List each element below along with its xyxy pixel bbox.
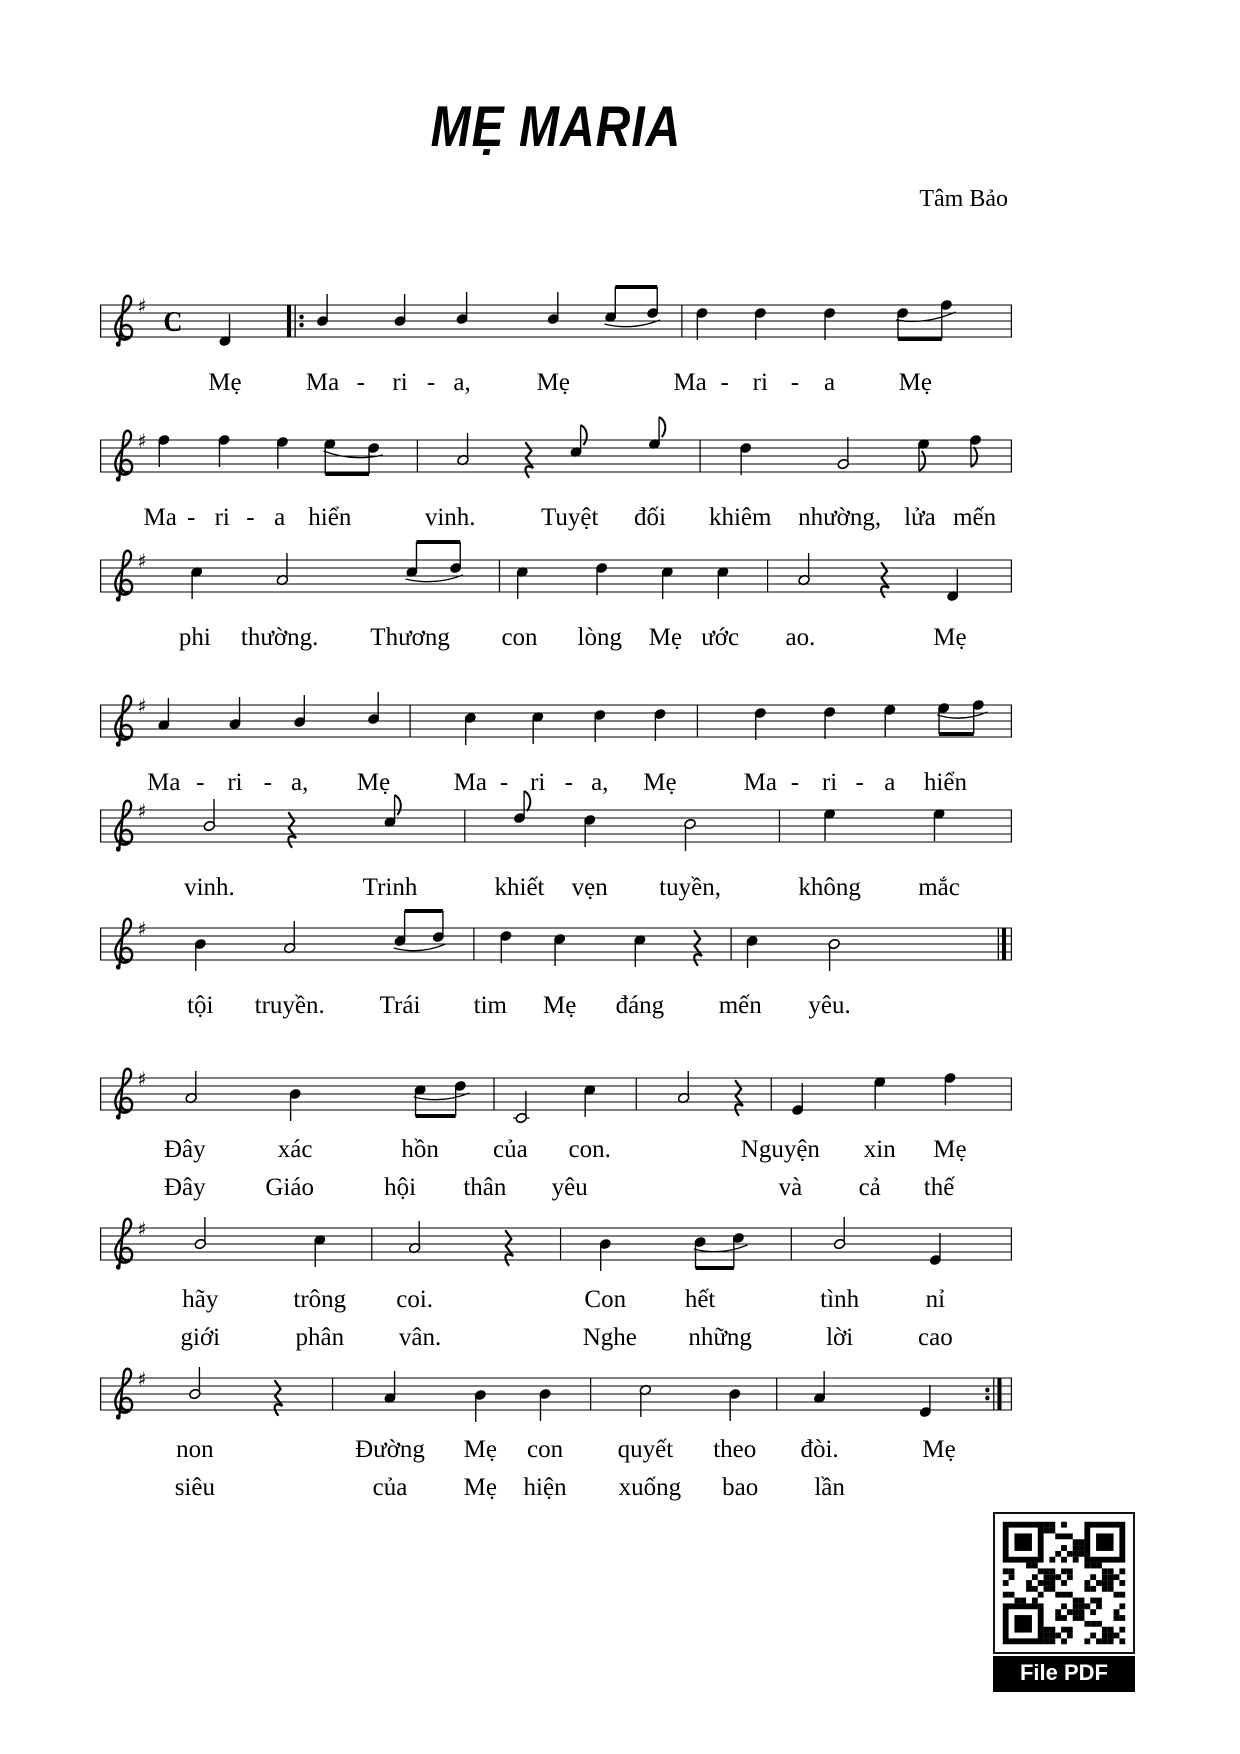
- music-notation: [100, 691, 1012, 755]
- lyric-syllable: hồn: [401, 1136, 439, 1163]
- lyric-syllable: phi: [178, 624, 211, 651]
- lyric-syllable: đòi.: [800, 1436, 839, 1463]
- lyric-syllable: Mẹ: [933, 1136, 967, 1163]
- music-notation: [100, 426, 1012, 490]
- lyric-syllable: mến: [718, 992, 762, 1019]
- lyric-syllable: Mẹ: [208, 369, 242, 396]
- lyric-syllable: con.: [568, 1136, 611, 1163]
- lyric-syllable: Tuyệt: [540, 504, 599, 531]
- lyric-syllable: quyết: [617, 1436, 674, 1463]
- lyric-syllable: a: [824, 369, 836, 396]
- lyric-syllable: yêu: [551, 1174, 588, 1201]
- svg-text:♯: ♯: [137, 294, 147, 319]
- lyric-syllable: Đây: [163, 1136, 206, 1163]
- lyric-syllable: hội: [384, 1174, 417, 1201]
- lyric-syllable: của: [493, 1136, 528, 1163]
- music-notation: [100, 1064, 1012, 1128]
- staff-system-2: [100, 426, 1012, 548]
- lyric-syllable: của: [372, 1474, 408, 1501]
- lyric-syllable: siêu: [174, 1474, 215, 1501]
- lyric-syllable: Mẹ: [933, 624, 967, 651]
- music-notation: [100, 546, 1012, 610]
- lyric-syllable: Đường: [355, 1436, 425, 1463]
- lyric-line-2: [100, 1324, 1012, 1356]
- lyric-syllable: Ma: [143, 504, 177, 531]
- lyric-syllable: -: [196, 769, 205, 796]
- lyric-syllable: Thương: [370, 624, 450, 651]
- lyric-syllable: -: [790, 369, 800, 396]
- lyric-syllable: coi.: [396, 1286, 434, 1313]
- lyric-line-2: [100, 1174, 1012, 1206]
- qr-file-pdf-label: File PDF: [993, 1656, 1135, 1692]
- lyric-syllable: Trái: [379, 992, 421, 1019]
- lyric-line-1: [100, 624, 1012, 656]
- lyric-syllable: lần: [814, 1474, 845, 1501]
- music-notation: [100, 796, 1012, 860]
- lyric-syllable: xác: [277, 1136, 313, 1163]
- lyric-syllable: -: [263, 769, 272, 796]
- lyric-syllable: khiết: [494, 874, 545, 901]
- lyric-syllable: Mẹ: [463, 1436, 497, 1463]
- lyric-syllable: vẹn: [571, 874, 608, 901]
- lyric-syllable: Ma: [673, 369, 707, 396]
- lyric-syllable: con: [526, 1436, 564, 1463]
- lyric-syllable: Mẹ: [922, 1436, 956, 1463]
- lyric-syllable: hiển: [308, 504, 352, 531]
- lyric-syllable: -: [356, 369, 365, 396]
- lyric-syllable: thân: [463, 1174, 507, 1201]
- lyric-syllable: những: [688, 1324, 752, 1351]
- lyric-syllable: giới: [180, 1324, 221, 1351]
- lyric-syllable: a,: [291, 769, 309, 796]
- lyric-syllable: con: [501, 624, 538, 651]
- lyric-syllable: Trinh: [362, 874, 418, 901]
- lyric-syllable: -: [720, 369, 729, 396]
- lyric-line-1: [100, 874, 1012, 906]
- lyric-syllable: ước: [701, 624, 740, 651]
- staff-system-8: [100, 1214, 1012, 1366]
- lyric-syllable: -: [855, 769, 864, 796]
- lyric-syllable: a,: [453, 369, 471, 396]
- lyric-line-1: [100, 504, 1012, 536]
- lyric-syllable: xuống: [618, 1474, 682, 1501]
- lyric-syllable: ri: [530, 769, 546, 796]
- lyric-syllable: Ma: [147, 769, 181, 796]
- lyric-syllable: ri: [227, 769, 243, 796]
- staff-system-7: [100, 1064, 1012, 1216]
- lyric-syllable: cao: [918, 1324, 953, 1351]
- lyric-syllable: a: [884, 769, 896, 796]
- lyric-syllable: bao: [722, 1474, 759, 1501]
- lyric-syllable: Mẹ: [536, 369, 570, 396]
- lyric-syllable: -: [499, 769, 509, 796]
- lyric-syllable: -: [790, 769, 800, 796]
- lyric-line-1: [100, 1286, 1012, 1318]
- lyric-syllable: truyền.: [254, 992, 325, 1019]
- lyric-line-1: [100, 369, 1012, 401]
- lyric-syllable: Đây: [163, 1174, 206, 1201]
- lyric-syllable: Nghe: [582, 1324, 637, 1351]
- lyric-syllable: Mẹ: [643, 769, 677, 796]
- lyric-syllable: và: [778, 1174, 803, 1201]
- lyric-syllable: thường.: [240, 624, 319, 651]
- lyric-syllable: -: [246, 504, 255, 531]
- staff-system-3: [100, 546, 1012, 668]
- lyric-syllable: ri: [392, 369, 408, 396]
- lyric-syllable: -: [187, 504, 196, 531]
- lyric-syllable: Con: [584, 1286, 627, 1313]
- music-notation: [100, 291, 1012, 355]
- svg-text:C: C: [163, 305, 183, 339]
- lyric-line-1: [100, 992, 1012, 1024]
- lyric-syllable: cả: [858, 1174, 881, 1201]
- lyric-syllable: -: [426, 369, 436, 396]
- lyric-syllable: hiện: [523, 1474, 567, 1501]
- lyric-syllable: vinh.: [424, 504, 476, 531]
- lyric-syllable: Mẹ: [898, 369, 932, 396]
- music-notation: [100, 914, 1012, 978]
- lyric-syllable: non: [176, 1436, 214, 1463]
- svg-text:♯: ♯: [137, 429, 147, 454]
- lyric-syllable: Mẹ: [648, 624, 683, 651]
- lyric-syllable: không: [798, 874, 861, 901]
- lyric-syllable: Ma: [453, 769, 487, 796]
- lyric-syllable: thế: [923, 1174, 955, 1201]
- lyric-syllable: Giáo: [265, 1174, 314, 1201]
- song-title: MẸ MARIA: [430, 95, 682, 160]
- lyric-syllable: ri: [214, 504, 230, 531]
- qr-code-icon: [993, 1512, 1135, 1654]
- lyric-syllable: lòng: [577, 624, 622, 651]
- staff-system-1: [100, 291, 1012, 413]
- lyric-syllable: đối: [633, 504, 666, 531]
- lyric-line-1: [100, 1136, 1012, 1168]
- lyric-syllable: Mẹ: [463, 1474, 497, 1501]
- lyric-syllable: xin: [863, 1136, 896, 1163]
- lyric-syllable: khiêm: [708, 504, 772, 531]
- svg-text:♯: ♯: [137, 799, 147, 824]
- lyric-syllable: yêu.: [808, 992, 851, 1019]
- lyric-syllable: Mẹ: [356, 769, 391, 796]
- lyric-syllable: hãy: [182, 1286, 219, 1313]
- music-notation: [100, 1364, 1012, 1428]
- lyric-syllable: ri: [821, 769, 838, 796]
- svg-text:♯: ♯: [137, 1367, 147, 1392]
- svg-text:♯: ♯: [137, 1067, 147, 1092]
- score-area: [100, 0, 1012, 1754]
- svg-text:♯: ♯: [137, 917, 147, 942]
- staff-system-6: [100, 914, 1012, 1036]
- lyric-syllable: ao.: [785, 624, 816, 651]
- lyric-syllable: Ma: [305, 369, 340, 396]
- lyric-syllable: hiển: [923, 769, 967, 796]
- lyric-syllable: Mẹ: [542, 992, 577, 1019]
- pdf-qr-link[interactable]: [993, 1512, 1135, 1692]
- lyric-syllable: hết: [684, 1286, 716, 1313]
- svg-text:♯: ♯: [137, 1217, 147, 1242]
- svg-text:♯: ♯: [137, 549, 147, 574]
- lyric-syllable: -: [564, 769, 573, 796]
- lyric-syllable: theo: [713, 1436, 757, 1463]
- svg-text:♯: ♯: [137, 694, 147, 719]
- staff-system-5: [100, 796, 1012, 918]
- lyric-line-2: [100, 1474, 1012, 1506]
- lyric-syllable: nhường,: [798, 504, 882, 531]
- lyric-syllable: Ma: [743, 769, 777, 796]
- lyric-syllable: vinh.: [184, 874, 235, 901]
- lyric-syllable: lời: [826, 1324, 854, 1351]
- lyric-syllable: tim: [473, 992, 507, 1019]
- lyric-syllable: Nguyện: [740, 1136, 820, 1163]
- lyric-syllable: mắc: [918, 874, 960, 901]
- lyric-syllable: nỉ: [925, 1286, 946, 1313]
- staff-system-4: [100, 691, 1012, 813]
- lyric-syllable: đáng: [615, 992, 665, 1019]
- lyric-syllable: tội: [187, 992, 214, 1019]
- lyric-syllable: tình: [820, 1286, 860, 1313]
- music-notation: [100, 1214, 1012, 1278]
- lyric-syllable: phân: [295, 1324, 345, 1351]
- lyric-syllable: mến: [953, 504, 997, 531]
- lyric-line-1: [100, 1436, 1012, 1468]
- lyric-syllable: trông: [293, 1286, 347, 1313]
- lyric-syllable: a: [274, 504, 286, 531]
- lyric-syllable: vân.: [398, 1324, 442, 1351]
- lyric-syllable: lửa: [904, 504, 936, 531]
- lyric-syllable: a,: [591, 769, 609, 796]
- staff-system-9: [100, 1364, 1012, 1516]
- lyric-syllable: ri: [752, 369, 768, 396]
- lyric-syllable: tuyền,: [659, 874, 721, 901]
- composer-name: Tâm Bảo: [919, 186, 1008, 212]
